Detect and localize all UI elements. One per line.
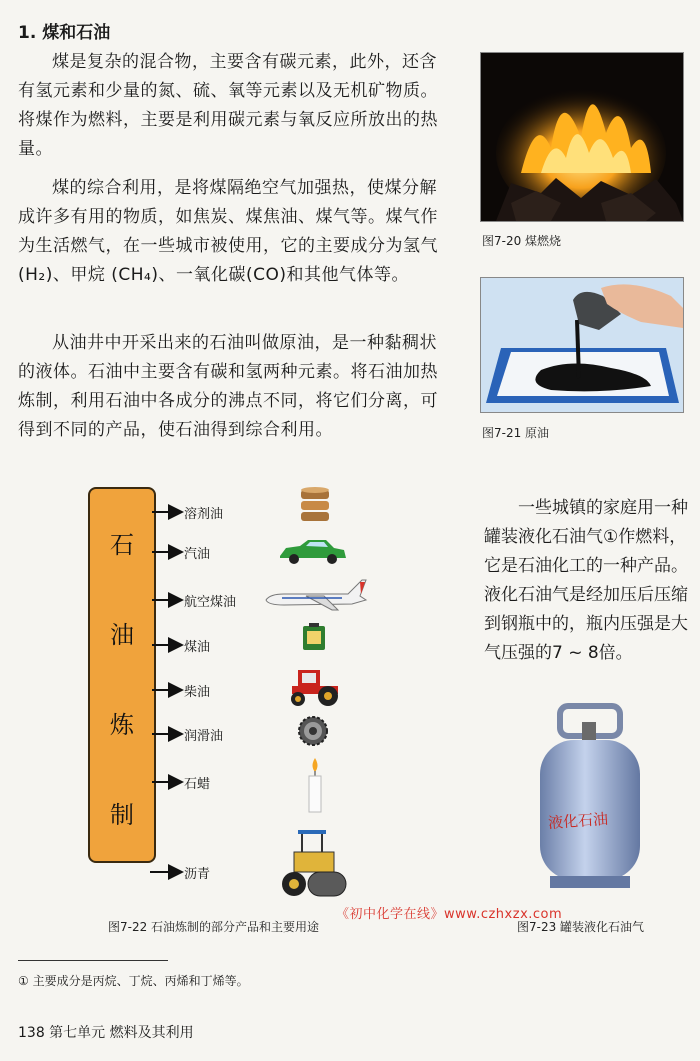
candle-icon xyxy=(306,756,324,814)
section-title: 1. 煤和石油 xyxy=(18,23,111,43)
product-diesel: 柴油 xyxy=(184,685,211,700)
lantern-icon xyxy=(301,622,327,652)
refining-char-1: 石 xyxy=(110,531,134,559)
paragraph-coal-use: 煤的综合利用，是将煤隔绝空气加强热，使煤分解成许多有用的物质，如焦炭、煤焦油、煤气等。煤气作为生活燃气，在一些城市被使用，它的主要成分为氢气(H₂)、甲烷 (CH₄)、一氧化碳(CO)和其他气体等。 xyxy=(18,178,438,285)
product-kerosene: 煤油 xyxy=(184,640,211,655)
footnote-divider xyxy=(18,960,168,961)
paragraph-lpg: 一些城镇的家庭用一种罐装液化石油气①作燃料，它是石油化工的一种产品。液化石油气是经加压后压缩到钢瓶中的，瓶内压强是大气压强的7 ~ 8倍。 xyxy=(484,498,688,663)
paint-cans-icon xyxy=(298,486,332,528)
page-footer: 138 第七单元 燃料及其利用 xyxy=(18,1025,194,1041)
refining-char-3: 炼 xyxy=(110,711,134,739)
refining-char-2: 油 xyxy=(110,621,134,649)
lpg-cylinder-image xyxy=(520,700,660,890)
product-solvent-oil: 溶剂油 xyxy=(184,507,224,522)
car-icon xyxy=(276,536,348,566)
footnote: ① 主要成分是丙烷、丁烷、丙烯和丁烯等。 xyxy=(18,974,249,988)
petroleum-refining-box xyxy=(88,487,156,863)
paragraph-coal: 煤是复杂的混合物，主要含有碳元素，此外，还含有氢元素和少量的氮、硫、氧等元素以及无机矿物质。将煤作为燃料，主要是利用碳元素与氧反应所放出的热量。 xyxy=(18,52,438,159)
product-jet-fuel: 航空煤油 xyxy=(184,595,237,610)
caption-fig-7-21: 图7-21 原油 xyxy=(482,426,550,440)
airplane-icon xyxy=(262,574,368,614)
road-roller-icon xyxy=(280,826,350,900)
watermark: 《初中化学在线》www.czhxzx.com xyxy=(336,907,563,922)
product-gasoline: 汽油 xyxy=(184,547,211,562)
product-paraffin: 石蜡 xyxy=(184,777,211,792)
product-asphalt: 沥青 xyxy=(184,867,211,882)
cylinder-label: 液化石油 xyxy=(547,809,609,833)
gear-icon xyxy=(297,714,329,748)
tractor-icon xyxy=(284,664,344,708)
paragraph-oil: 从油井中开采出来的石油叫做原油，是一种黏稠状的液体。石油中主要含有碳和氢两种元素。将石油加热炼制，利用石油中各成分的沸点不同，将它们分离，可得到不同的产品，使石油得到综合利用。 xyxy=(18,333,438,440)
refining-arrows xyxy=(150,500,186,880)
refining-char-4: 制 xyxy=(110,801,134,829)
crude-oil-photo xyxy=(480,277,684,413)
caption-fig-7-20: 图7-20 煤燃烧 xyxy=(482,234,562,248)
product-lubricant: 润滑油 xyxy=(184,729,224,744)
caption-fig-7-23: 图7-23 罐装液化石油气 xyxy=(517,920,645,934)
coal-burning-photo xyxy=(480,52,684,222)
caption-fig-7-22: 图7-22 石油炼制的部分产品和主要用途 xyxy=(108,920,320,934)
